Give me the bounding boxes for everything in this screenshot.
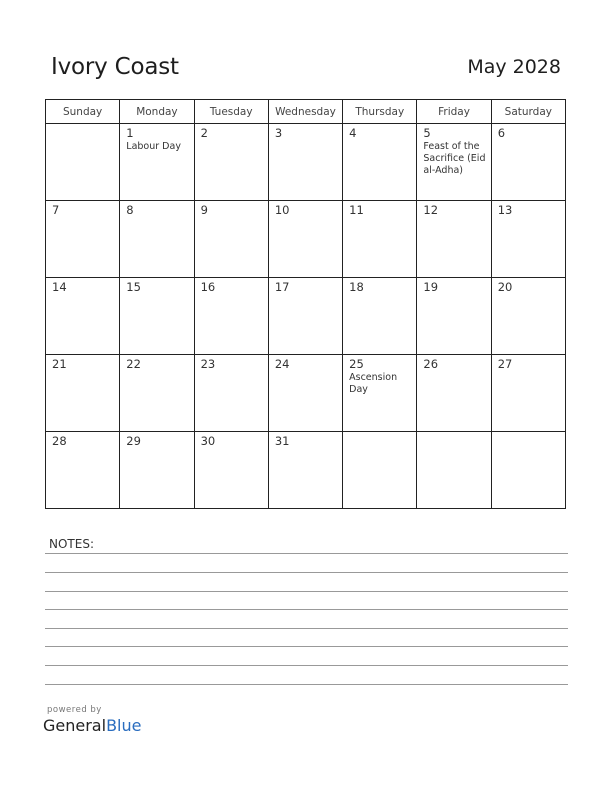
day-number: 3 [274, 126, 283, 140]
day-number: 17 [274, 280, 290, 294]
notes-line [45, 609, 568, 610]
day-cell [491, 355, 565, 432]
weekday-tuesday: Tuesday [194, 100, 268, 124]
notes-line [45, 646, 568, 647]
day-number: 4 [349, 126, 357, 140]
day-cell [343, 278, 417, 355]
weekday-thursday: Thursday [343, 100, 417, 124]
brand-general: General [43, 716, 107, 735]
day-number: 5 [423, 126, 431, 140]
day-number: 22 [126, 357, 141, 371]
day-cell [417, 201, 491, 278]
day-number: 8 [126, 203, 134, 217]
weekday-header-row [46, 100, 566, 124]
day-number: 31 [274, 434, 290, 448]
week-row [46, 278, 566, 355]
notes-line [45, 553, 568, 554]
weekday-wednesday: Wednesday [268, 100, 342, 124]
day-cell [46, 201, 120, 278]
day-cell [417, 124, 491, 201]
day-cell [491, 201, 565, 278]
day-number: 1 [126, 126, 134, 140]
brand-blue: Blue [106, 716, 142, 735]
holiday-label: Labour Day [126, 141, 181, 152]
day-cell [491, 124, 565, 201]
day-number: 7 [52, 203, 60, 217]
day-cell [194, 124, 268, 201]
day-cell [46, 432, 120, 509]
day-number: 21 [52, 357, 67, 371]
notes-line [45, 684, 568, 685]
day-cell [343, 201, 417, 278]
day-number: 28 [52, 434, 67, 448]
notes-line [45, 572, 568, 573]
week-row [46, 432, 566, 509]
day-cell [343, 124, 417, 201]
day-number: 29 [126, 434, 141, 448]
day-cell [46, 278, 120, 355]
day-cell [417, 432, 491, 509]
weekday-sunday: Sunday [46, 100, 120, 124]
day-number: 25 [349, 357, 364, 371]
day-cell [268, 201, 342, 278]
month-year-title: May 2028 [467, 56, 561, 78]
week-row [46, 355, 566, 432]
country-title: Ivory Coast [51, 54, 179, 80]
day-cell [268, 355, 342, 432]
day-number: 26 [423, 357, 439, 371]
day-number: 23 [200, 357, 216, 371]
holiday-label: Feast of the Sacrifice (Eid al-Adha) [423, 141, 486, 176]
week-row [46, 201, 566, 278]
day-cell [194, 201, 268, 278]
day-number: 18 [349, 280, 364, 294]
day-cell [343, 432, 417, 509]
day-number: 24 [274, 357, 290, 371]
day-number: 11 [349, 203, 364, 217]
day-cell [120, 355, 194, 432]
day-number: 16 [200, 280, 216, 294]
notes-line [45, 628, 568, 629]
day-cell [268, 432, 342, 509]
weekday-saturday: Saturday [491, 100, 565, 124]
day-cell [120, 201, 194, 278]
notes-line [45, 591, 568, 592]
day-number: 19 [423, 280, 439, 294]
day-cell [120, 124, 194, 201]
day-number: 14 [52, 280, 67, 294]
day-number: 27 [497, 357, 513, 371]
day-number: 12 [423, 203, 439, 217]
day-number: 9 [200, 203, 208, 217]
day-cell [120, 432, 194, 509]
week-row [46, 124, 566, 201]
day-number: 6 [497, 126, 506, 140]
day-number: 13 [497, 203, 513, 217]
day-number: 20 [497, 280, 513, 294]
powered-by-text: powered by [47, 705, 102, 715]
day-cell [491, 432, 565, 509]
day-cell [417, 278, 491, 355]
day-number: 2 [200, 126, 208, 140]
day-cell [46, 355, 120, 432]
notes-line [45, 665, 568, 666]
day-number: 15 [126, 280, 141, 294]
day-cell [194, 432, 268, 509]
calendar-grid [45, 99, 566, 509]
day-cell [491, 278, 565, 355]
day-cell [268, 124, 342, 201]
day-cell [46, 124, 120, 201]
day-number: 30 [200, 434, 216, 448]
day-cell [120, 278, 194, 355]
day-cell [343, 355, 417, 432]
day-number: 10 [274, 203, 290, 217]
weekday-friday: Friday [417, 100, 491, 124]
day-cell [268, 278, 342, 355]
day-cell [194, 278, 268, 355]
holiday-label: Ascension Day [349, 372, 398, 395]
weekday-monday: Monday [120, 100, 194, 124]
day-cell [417, 355, 491, 432]
notes-label: NOTES: [49, 537, 94, 551]
generalblue-logo [43, 716, 141, 735]
day-cell [194, 355, 268, 432]
